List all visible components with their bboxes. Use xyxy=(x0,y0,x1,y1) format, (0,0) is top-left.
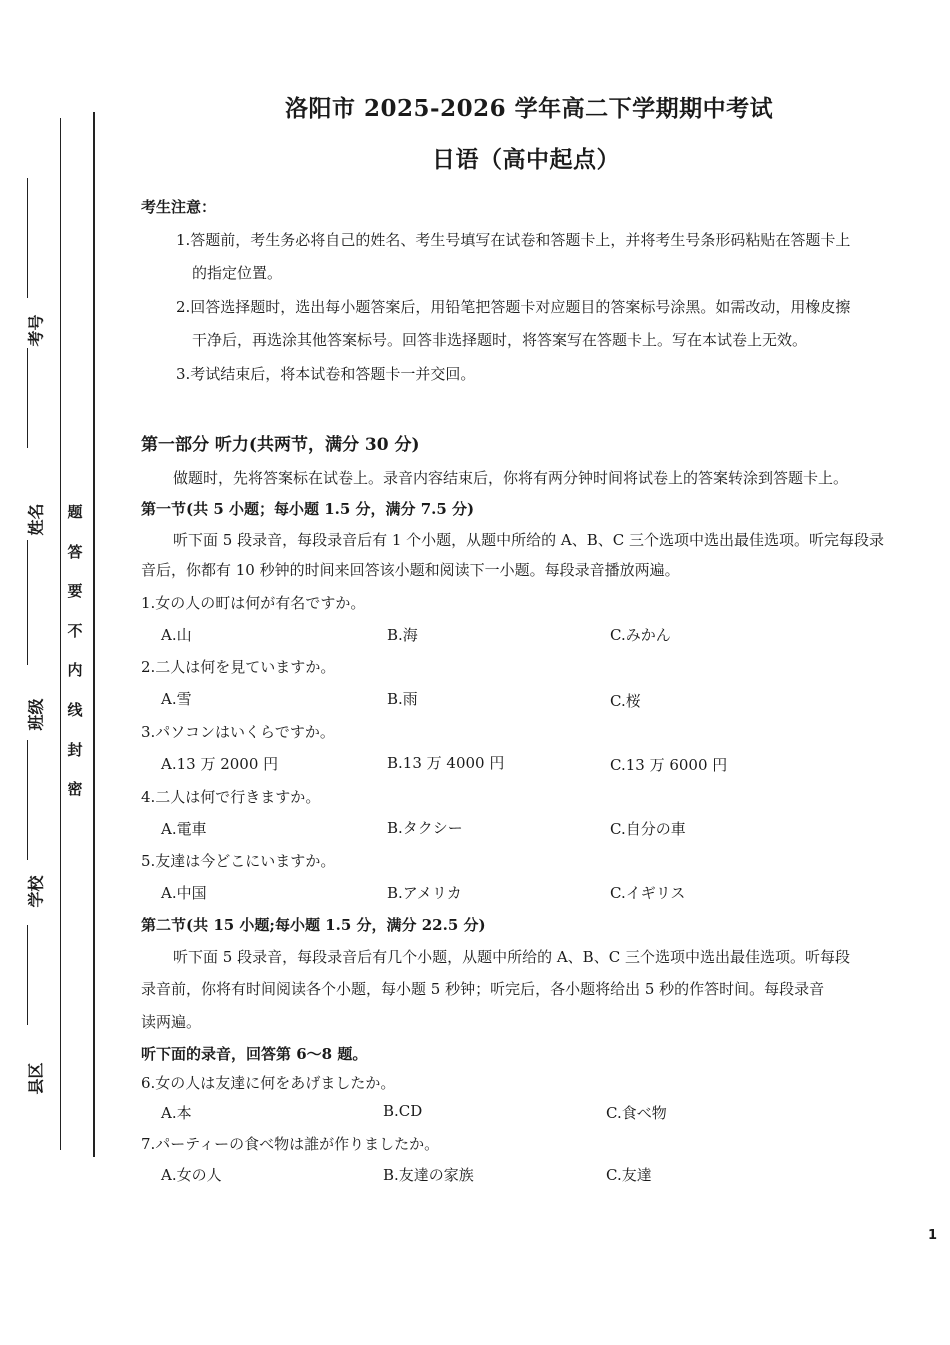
option-3c: C.13 万 6000 円 xyxy=(610,756,728,774)
option-4c: C.自分の車 xyxy=(610,820,686,838)
part1-intro: 做题时，先将答案标在试卷上。录音内容结束后，你将有两分钟时间将试卷上的答案转涂到答题卡上。 xyxy=(173,469,849,487)
section2-instructions-cont: 录音前，你将有时间阅读各个小题，每小题 5 秒钟；听完后，各小题将给出 5 秒的作答时间。每段录音 xyxy=(141,980,825,998)
seal-char: 线 xyxy=(67,700,83,719)
field-line-kaohao-lower xyxy=(27,348,28,448)
question-4: 4.二人は何で行きますか。 xyxy=(141,788,321,806)
section2-instructions-end: 读两遍。 xyxy=(141,1013,202,1031)
field-label-name: 姓名 xyxy=(26,503,46,536)
section1-instructions: 听下面 5 段录音，每段录音后有 1 个小题，从题中所给的 A、B、C 三个选项中选出最佳选项。听完每段录 xyxy=(173,531,885,549)
option-2a: A.雪 xyxy=(161,690,192,708)
exam-subtitle: 日语（高中起点） xyxy=(432,146,620,173)
option-7b: B.友達の家族 xyxy=(383,1166,474,1184)
option-2c: C.桜 xyxy=(610,692,641,710)
field-line-class xyxy=(27,740,28,860)
section1-heading: 第一节(共 5 小题；每小题 1.5 分，满分 7.5 分) xyxy=(141,500,475,518)
seal-char: 内 xyxy=(67,661,83,680)
seal-char: 不 xyxy=(67,621,83,640)
seal-char: 密 xyxy=(67,780,83,799)
option-1c: C.みかん xyxy=(610,626,671,644)
field-line-school xyxy=(27,925,28,1025)
seal-char: 题 xyxy=(67,503,83,521)
margin-inner-line xyxy=(93,112,95,1157)
field-line-name xyxy=(27,540,28,665)
field-line-kaohao xyxy=(27,178,28,298)
option-1b: B.海 xyxy=(387,626,418,644)
field-label-class: 班级 xyxy=(26,698,46,731)
option-4a: A.電車 xyxy=(161,820,207,838)
option-5a: A.中国 xyxy=(161,884,207,902)
option-3a: A.13 万 2000 円 xyxy=(161,755,279,773)
seal-line-notice xyxy=(64,493,86,810)
option-3b: B.13 万 4000 円 xyxy=(387,754,505,772)
margin-outer-line xyxy=(60,118,61,1150)
question-1: 1.女の人の町は何が有名ですか。 xyxy=(141,594,366,612)
field-label-school: 学校 xyxy=(26,875,46,908)
notice-item-2-cont: 干净后，再选涂其他答案标号。回答非选择题时，将答案写在答题卡上。写在本试卷上无效。 xyxy=(192,331,808,349)
question-5: 5.友達は今どこにいますか。 xyxy=(141,852,336,870)
option-5b: B.アメリカ xyxy=(387,884,462,902)
seal-char: 要 xyxy=(67,582,83,601)
section1-instructions-cont: 音后，你都有 10 秒钟的时间来回答该小题和阅读下一小题。每段录音播放两遍。 xyxy=(141,561,680,579)
option-1a: A.山 xyxy=(161,626,192,644)
notice-item-3: 3.考试结束后，将本试卷和答题卡一并交回。 xyxy=(176,365,476,383)
question-6: 6.女の人は友達に何をあげましたか。 xyxy=(141,1074,396,1092)
notice-heading: 考生注意： xyxy=(141,198,217,216)
part1-heading: 第一部分 听力(共两节，满分 30 分) xyxy=(141,435,420,455)
notice-item-1-cont: 的指定位置。 xyxy=(192,264,283,282)
section2-heading: 第二节(共 15 小题;每小题 1.5 分，满分 22.5 分) xyxy=(141,916,486,934)
seal-char: 答 xyxy=(67,542,83,561)
option-7c: C.友達 xyxy=(606,1166,652,1184)
question-2: 2.二人は何を見ていますか。 xyxy=(141,658,336,676)
option-7a: A.女の人 xyxy=(161,1166,222,1184)
option-2b: B.雨 xyxy=(387,690,418,708)
seal-char: 封 xyxy=(67,740,83,759)
section2-instructions: 听下面 5 段录音，每段录音后有几个小题，从题中所给的 A、B、C 三个选项中选出最佳选项。听每段 xyxy=(173,948,850,966)
field-label-county: 县区 xyxy=(26,1062,46,1095)
option-6c: C.食べ物 xyxy=(606,1104,667,1122)
exam-title: 洛阳市 2025-2026 学年高二下学期期中考试 xyxy=(285,95,774,122)
notice-item-1: 1.答题前，考生务必将自己的姓名、考生号填写在试卷和答题卡上，并将考生号条形码粘贴在答题卡上 xyxy=(176,231,851,249)
question-7: 7.パーティーの食べ物は誰が作りましたか。 xyxy=(141,1135,440,1153)
notice-item-2: 2.回答选择题时，选出每小题答案后，用铅笔把答题卡对应题目的答案标号涂黑。如需改动，用橡皮擦 xyxy=(176,298,851,316)
option-5c: C.イギリス xyxy=(610,884,686,902)
option-6b: B.CD xyxy=(383,1102,423,1120)
question-3: 3.パソコンはいくらですか。 xyxy=(141,723,335,741)
group-heading: 听下面的录音，回答第 6～8 题。 xyxy=(141,1045,368,1063)
option-6a: A.本 xyxy=(161,1104,192,1122)
page-number: 1 xyxy=(928,1228,938,1243)
field-label-exam-number: 考号 xyxy=(26,314,46,347)
option-4b: B.タクシー xyxy=(387,819,463,837)
